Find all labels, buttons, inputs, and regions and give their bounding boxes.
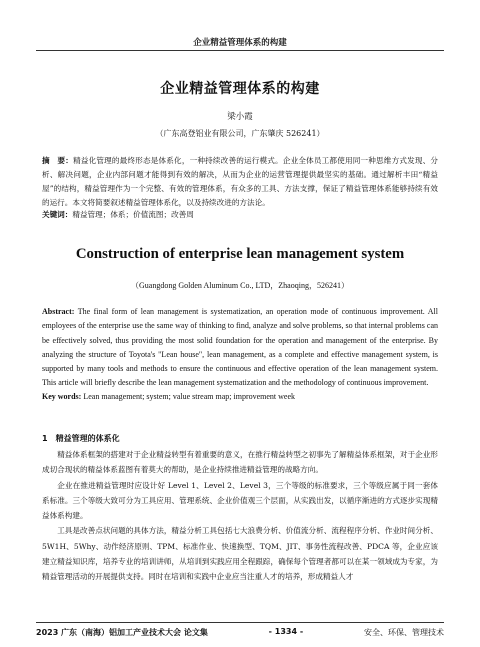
paper-title-chinese: 企业精益管理体系的构建 xyxy=(160,81,320,97)
paper-title-english: Construction of enterprise lean management system xyxy=(75,246,405,262)
abstract-chinese-text: 精益化管理的最终形态是体系化，一种持续改善的运行模式。企业全体员工都使用同一种思维方式发现、分析、解决问题，企业内部问题才能得到有效的解决，从而为企业的运营管理提供最坚实的基础。通过解析丰田“精益屋”的结构，精益管理作为一个完整、有效的管理体系，有众多的工具、方法支撑，保证了精益管理体系能够持续有效的运行。本文将简要叙述精益管理体系化，以及持续改进的方法论。 xyxy=(42,156,438,207)
body-paragraph: 工具是改善点状问题的具体方法，精益分析工具包括七大浪费分析、价值流分析、流程程序分析、作业时间分析、5W1H、5Why、动作经济原则、TPM、标准作业、快速换型、TQM、JIT、事务性流程改善、PDCA 等，企业应该建立精益知识库，培养专业的培训讲师，从培训到实践应用全程跟踪，确保每个管理者都可以在某一领域成为专家，为精益管理活动的开展提供支持。同时在培训和实践中企业应当注重人才的培养，形成精益人才 xyxy=(42,526,438,582)
abstract-chinese-label: 摘 要： xyxy=(42,156,74,165)
body-paragraph: 企业在推进精益管理时应设计好 Level 1、Level 2、Level 3，三个等级的标准要求，三个等级应属于同一套体系标准。三个等级大致可分为工具应用、管理系统、企业价值观三个层面，从实践出发，以循序渐进的方式逐步实现精益体系构建。 xyxy=(42,480,438,521)
page-footer xyxy=(36,627,444,638)
keywords-english xyxy=(42,391,438,403)
keywords-chinese-text: 精益管理；体系；价值流图；改善周 xyxy=(72,210,194,219)
footer-rule xyxy=(36,622,444,623)
section-heading: 1 精益管理的体系化 xyxy=(42,434,120,443)
author-name: 梁小霞 xyxy=(227,112,253,122)
abstract-english xyxy=(42,305,438,391)
keywords-chinese xyxy=(42,209,438,221)
keywords-chinese-label: 关键词： xyxy=(42,210,73,219)
section-body xyxy=(42,447,438,585)
keywords-english-text: Lean management; system; value stream map; improvement week xyxy=(83,392,296,401)
author-affiliation-chinese: （广东高登铝业有限公司，广东肇庆 526241） xyxy=(155,129,325,138)
footer-proceedings-title: 2023 广东（南海）铝加工产业技术大会 论文集 xyxy=(36,628,208,637)
running-head: 企业精益管理体系的构建 xyxy=(193,38,287,48)
abstract-english-text: The final form of lean management is systematization, an operation mode of continuous improvement. All employees of the enterprise use the same way of thinking to find, analyze and solve problems, so that internal problems can be effectively solved, thus providing the most solid foundation for the operation and management of the enterprise. By analyzing the structure of Toyota's "Lean house", lean management, as a complete and effective management system, is supported by many tools and methods to ensure the continuous and effective operation of the lean management system. This article will briefly describe the lean management systematization and the methodology of continuous improvement. xyxy=(42,307,438,388)
keywords-english-label: Key words: xyxy=(42,392,82,401)
abstract-chinese xyxy=(42,154,438,210)
body-paragraph: 精益体系框架的搭建对于企业精益转型有着重要的意义，在推行精益转型之初事先了解精益体系框架，对于企业形成切合现状的精益体系蓝图有着莫大的帮助，是企业持续推进精益管理的战略方向。 xyxy=(42,450,438,475)
author-affiliation-english: （Guangdong Golden Aluminum Co., LTD，Zhaoqing，526241） xyxy=(131,281,349,290)
footer-section-name: 安全、环保、管理技术 xyxy=(363,628,444,637)
page-number: - 1334 - xyxy=(268,627,304,636)
header-rule xyxy=(36,50,444,51)
abstract-english-label: Abstract: xyxy=(42,307,75,316)
